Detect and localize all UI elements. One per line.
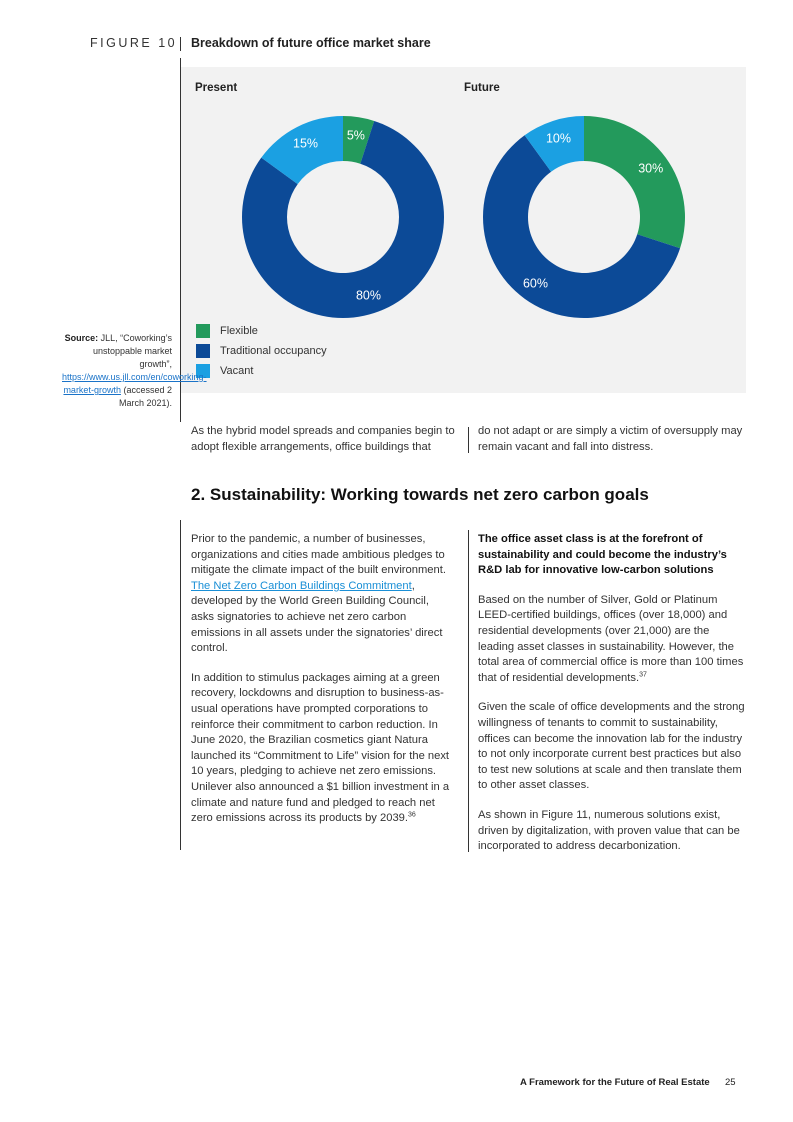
footnote-ref[interactable]: 37 — [639, 671, 647, 679]
text: , developed by the World Green Building Council, asks signatories to achieve net zero carbon emissions in all assets under the signatories’ direct control. — [191, 579, 443, 655]
legend — [196, 321, 327, 381]
legend-swatch-traditional — [196, 344, 210, 358]
chart-title-future: Future — [464, 82, 500, 94]
intro-right: do not adapt or are simply a victim of oversupply may remain vacant and fall into distress. — [478, 425, 743, 453]
legend-item-vacant — [196, 361, 327, 381]
text: Based on the number of Silver, Gold or Platinum LEED-certified buildings, offices (over 18,000) and residential developments (over 21,000) are the leading asset classes in sustainability. However, the total area of commercial office is more than 100 times that of residential developments. — [478, 593, 744, 684]
section-heading: 2. Sustainability: Working towards net zero carbon goals — [191, 485, 649, 504]
left-column — [191, 532, 453, 841]
footnote-ref[interactable]: 36 — [408, 811, 416, 819]
legend-label: Traditional occupancy — [220, 345, 327, 357]
data-label-traditional: 80% — [355, 288, 382, 303]
donut-present — [242, 116, 444, 318]
figure-title: Breakdown of future office market share — [191, 36, 431, 50]
page-footer — [520, 1077, 736, 1088]
source-text: JLL, “Coworking’s unstoppable market growth”, — [92, 333, 172, 369]
source-label: Source: — [64, 333, 99, 343]
data-label-vacant: 15% — [293, 136, 319, 151]
net-zero-commitment-link[interactable]: The Net Zero Carbon Buildings Commitment — [191, 579, 412, 592]
chart-title-present: Present — [195, 82, 238, 94]
legend-item-traditional — [196, 341, 327, 361]
paragraph: Given the scale of office developments and the strong willingness of tenants to commit to sustainability, offices can become the innovation lab for the industry to not only incorporate current best practices but also to test new solutions at scale and then translate them to other asset classes. — [478, 701, 745, 792]
legend-label: Vacant — [220, 365, 254, 377]
data-label-flexible: 5% — [346, 128, 365, 143]
footer-title: A Framework for the Future of Real Estate — [520, 1077, 710, 1088]
figure-label: FIGURE 10 — [90, 36, 178, 50]
legend-label: Flexible — [220, 325, 258, 337]
right-column — [478, 532, 746, 869]
paragraph — [191, 532, 453, 657]
text: In addition to stimulus packages aiming at a green recovery, lockdowns and disruption to business-as-usual operations have prompted corporations to reinforce their commitment to carbon reduction. In June 2020, the Brazilian cosmetics giant Natura launched its “Commitment to Life” vision for the next 10 years, pledging to achieve net zero emissions. Unilever also announced a $1 billion investment in a climate and nature fund and pledged to reach net zero emissions across its products by 2039. — [191, 671, 450, 825]
legend-item-flexible — [196, 321, 327, 341]
divider — [468, 530, 469, 852]
paragraph: As shown in Figure 11, numerous solutions exist, driven by digitalization, with proven value that can be incorporated to address decarbonization. — [478, 808, 740, 853]
legend-swatch-flexible — [196, 324, 210, 338]
data-label-vacant: 10% — [545, 131, 572, 146]
text: Prior to the pandemic, a number of businesses, organizations and cities made ambitious pledges to mitigate the climate impact of the built environment. — [191, 533, 446, 577]
lead-paragraph: The office asset class is at the forefront of sustainability and could become the industry’s R&D lab for innovative low-carbon solutions — [478, 533, 727, 577]
paragraph — [478, 593, 746, 687]
source-link[interactable]: https://www.us.jll.com/en/coworking-market-growth — [62, 372, 207, 395]
donut-slice-flexible — [584, 116, 685, 248]
divider — [180, 520, 181, 850]
donut-future — [483, 116, 685, 318]
divider — [468, 427, 469, 453]
data-label-traditional: 60% — [522, 276, 549, 291]
data-label-flexible: 30% — [638, 161, 664, 176]
intro-left: As the hybrid model spreads and companies begin to adopt flexible arrangements, office buildings that — [191, 425, 455, 453]
source-note — [62, 332, 207, 410]
divider — [180, 37, 181, 51]
paragraph — [191, 671, 453, 827]
source-accessed: (accessed 2 March 2021). — [118, 385, 172, 408]
page-number: 25 — [724, 1077, 736, 1088]
